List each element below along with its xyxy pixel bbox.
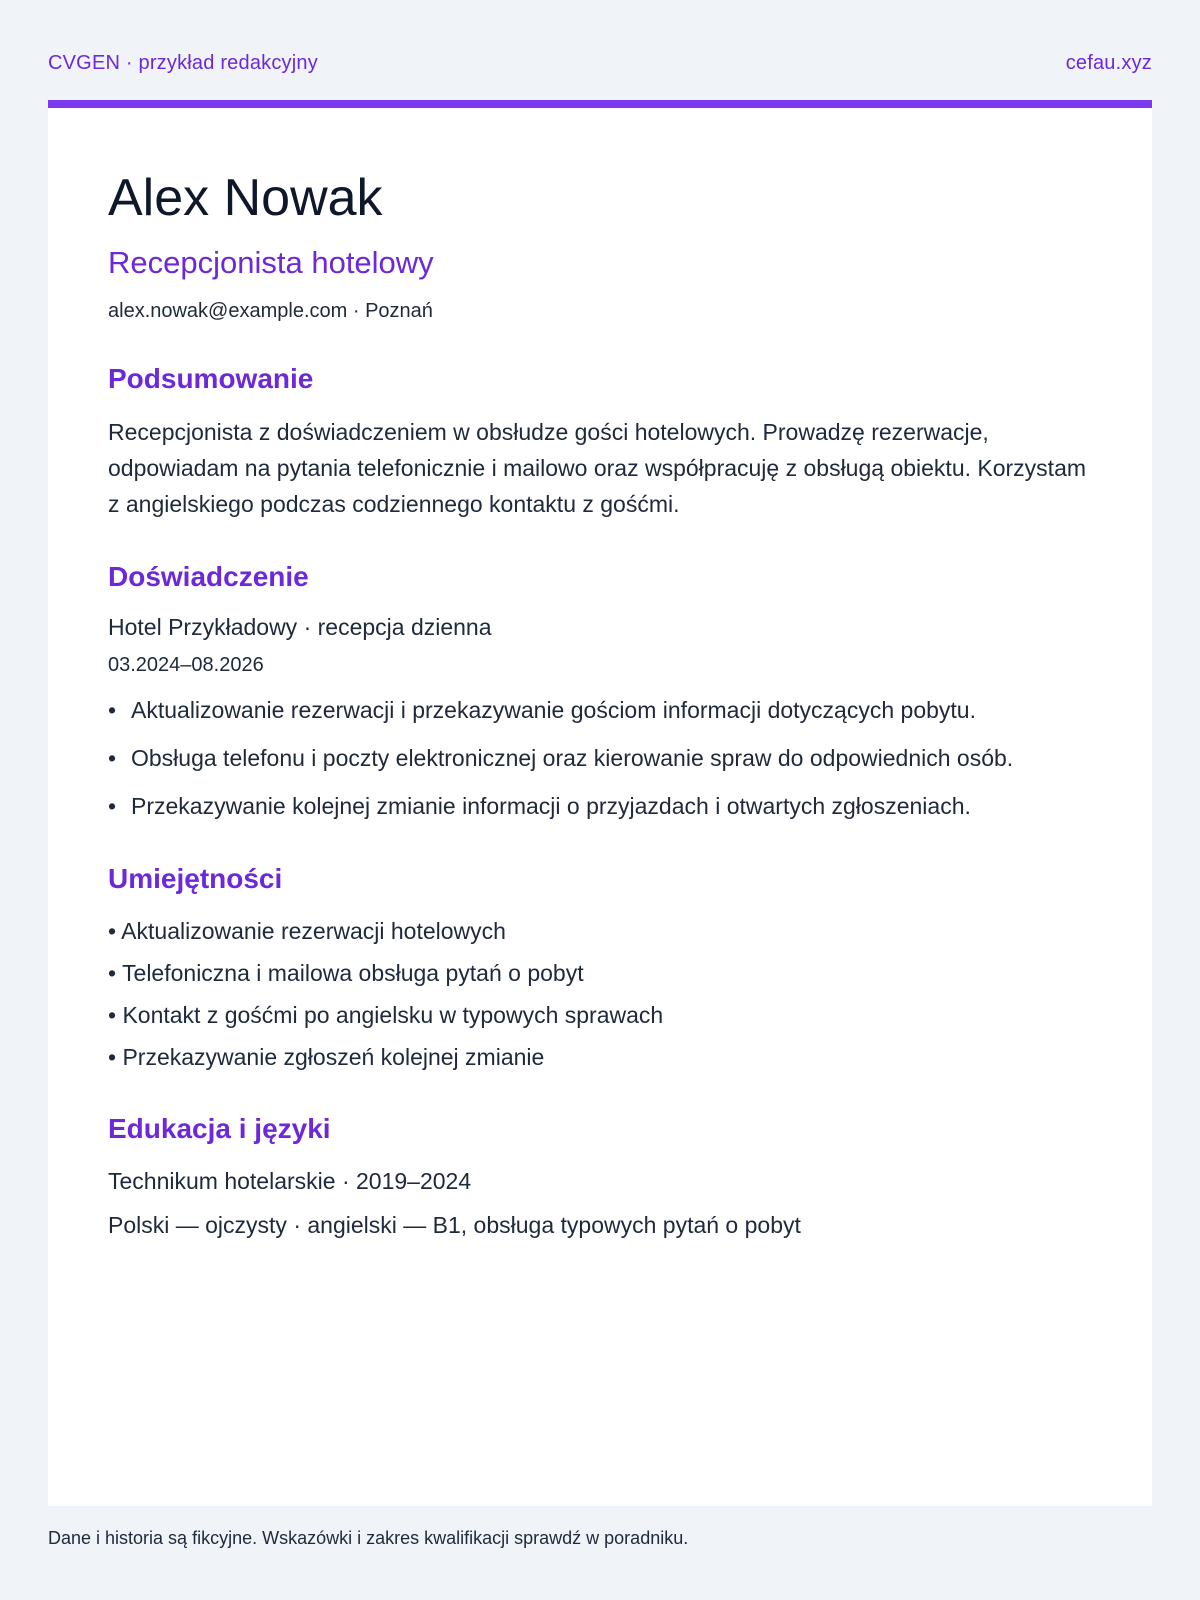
experience-section (108, 560, 1092, 824)
bullet-icon: • (108, 793, 117, 819)
experience-bullets (108, 692, 1092, 824)
list-item: • Kontakt z gośćmi po angielsku w typowych sprawach (108, 1002, 664, 1028)
summary-text: Recepcjonista z doświadczeniem w obsłudze gości hotelowych. Prowadzę rezerwacje, odpowiadam na pytania telefonicznie i mailowo oraz współpracuję z obsługą obiektu. Korzystam z angielskiego podczas codziennego kontaktu z gośćmi. (108, 419, 1087, 517)
candidate-role: Recepcjonista hotelowy (108, 245, 434, 280)
list-item: • Przekazywanie zgłoszeń kolejnej zmianie (108, 1044, 545, 1070)
list-item: • Telefoniczna i mailowa obsługa pytań o pobyt (108, 960, 584, 986)
skills-section (108, 862, 1092, 1072)
bullet-icon: • (108, 745, 117, 771)
bullet-icon: • (108, 697, 117, 723)
bullet-text: Przekazywanie kolejnej zmianie informacji o przyjazdach i otwartych zgłoszeniach. (131, 793, 971, 819)
languages-line: Polski — ojczysty · angielski — B1, obsługa typowych pytań o pobyt (108, 1212, 801, 1238)
site-link[interactable]: cefau.xyz (1065, 51, 1152, 74)
list-item (108, 788, 1068, 824)
job-title: Hotel Przykładowy · recepcja dzienna (108, 614, 492, 640)
candidate-name: Alex Nowak (108, 169, 383, 227)
contact-line: alex.nowak@example.com · Poznań (108, 300, 433, 322)
bullet-text: Aktualizowanie rezerwacji i przekazywanie gościom informacji dotyczących pobytu. (131, 697, 976, 723)
school-line: Technikum hotelarskie · 2019–2024 (108, 1168, 472, 1194)
list-item: • Aktualizowanie rezerwacji hotelowych (108, 918, 506, 944)
skills-heading: Umiejętności (108, 863, 283, 894)
summary-heading: Podsumowanie (108, 363, 314, 394)
job-dates: 03.2024–08.2026 (108, 654, 264, 676)
education-section (108, 1112, 1092, 1240)
footer-note: Dane i historia są fikcyjne. Wskazówki i zakres kwalifikacji sprawdź w poradniku. (48, 1528, 689, 1548)
education-heading: Edukacja i języki (108, 1113, 331, 1144)
experience-heading: Doświadczenie (108, 561, 309, 592)
skills-list (108, 916, 1092, 1072)
summary-section (108, 362, 1092, 522)
list-item (108, 692, 1068, 728)
cv-card (48, 100, 1152, 1506)
brand-label: CVGEN · przykład redakcyjny (48, 51, 318, 74)
bullet-text: Obsługa telefonu i poczty elektronicznej oraz kierowanie spraw do odpowiednich osób. (131, 745, 1014, 771)
list-item (108, 740, 1068, 776)
top-bar (48, 48, 1152, 78)
